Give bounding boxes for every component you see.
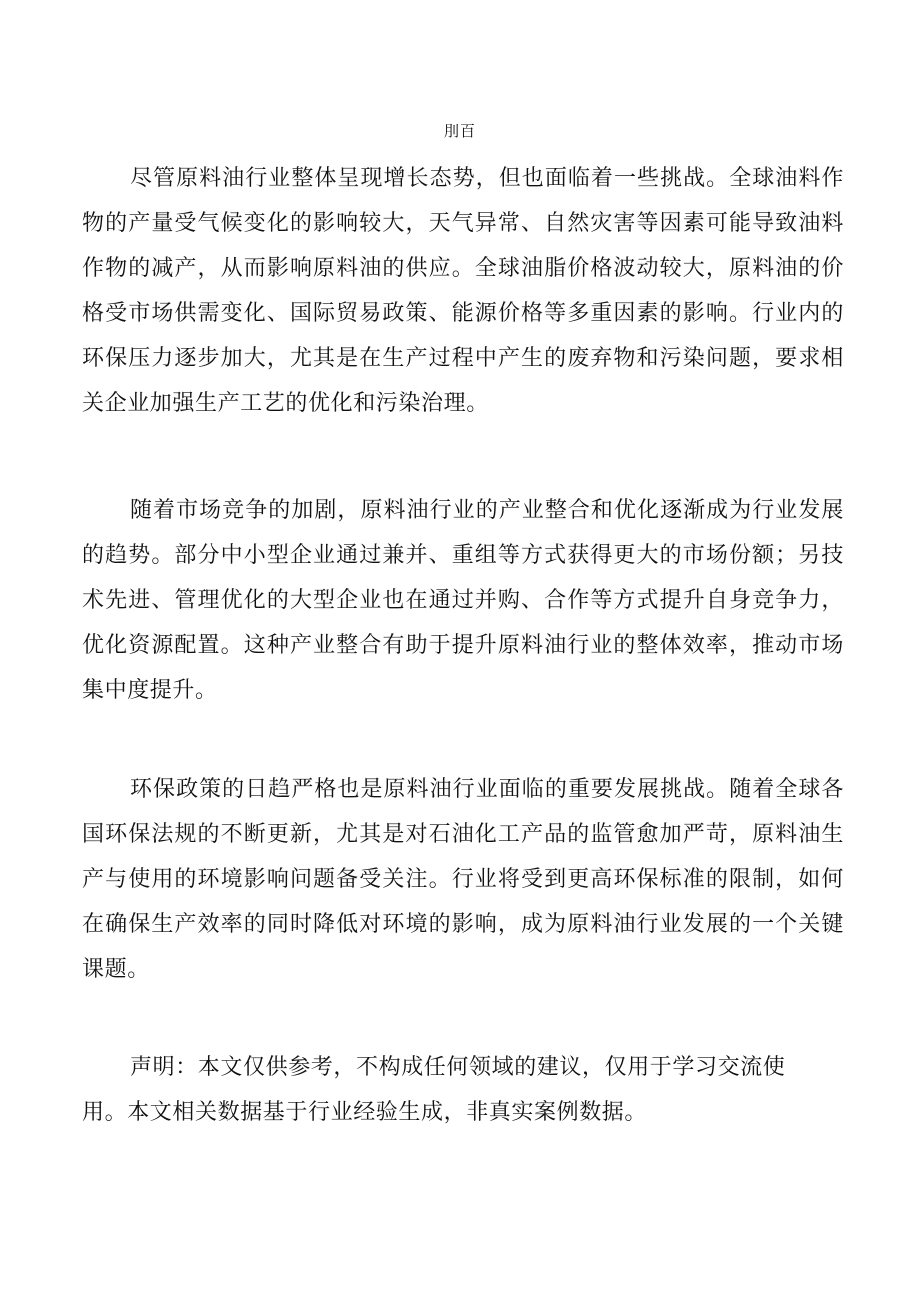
paragraph-disclaimer: 声明：本文仅供参考，不构成任何领域的建议，仅用于学习交流使用。本文相关数据基于行业经验生成，非真实案例数据。 [82,1055,786,1125]
paragraph-industry-integration: 随着市场竞争的加剧，原料油行业的产业整合和优化逐渐成为行业发展的趋势。部分中小型企业通过兼并、重组等方式获得更大的市场份额；另技术先进、管理优化的大型企业也在通过并购、合作等方式提升自身竞争力，优化资源配置。这种产业整合有助于提升原料油行业的整体效率，推动市场集中度提升。 [82,498,844,703]
paragraph-challenges: 尽管原料油行业整体呈现增长态势，但也面临着一些挑战。全球油料作物的产量受气候变化的影响较大，天气异常、自然灾害等因素可能导致油料作物的减产，从而影响原料油的供应。全球油脂价格波动较大，原料油的价格受市场供需变化、国际贸易政策、能源价格等多重因素的影响。行业内的环保压力逐步加大，尤其是在生产过程中产生的废弃物和污染问题，要求相关企业加强生产工艺的优化和污染治理。 [82,166,844,416]
page-title: 刖百 [443,122,476,140]
paragraph-environmental-policy: 环保政策的日趋严格也是原料油行业面临的重要发展挑战。随着全球各国环保法规的不断更新，尤其是对石油化工产品的监管愈加严苛，原料油生产与使用的环境影响问题备受关注。行业将受到更高环保标准的限制，如何在确保生产效率的同时降低对环境的影响，成为原料油行业发展的一个关键课题。 [82,777,844,982]
